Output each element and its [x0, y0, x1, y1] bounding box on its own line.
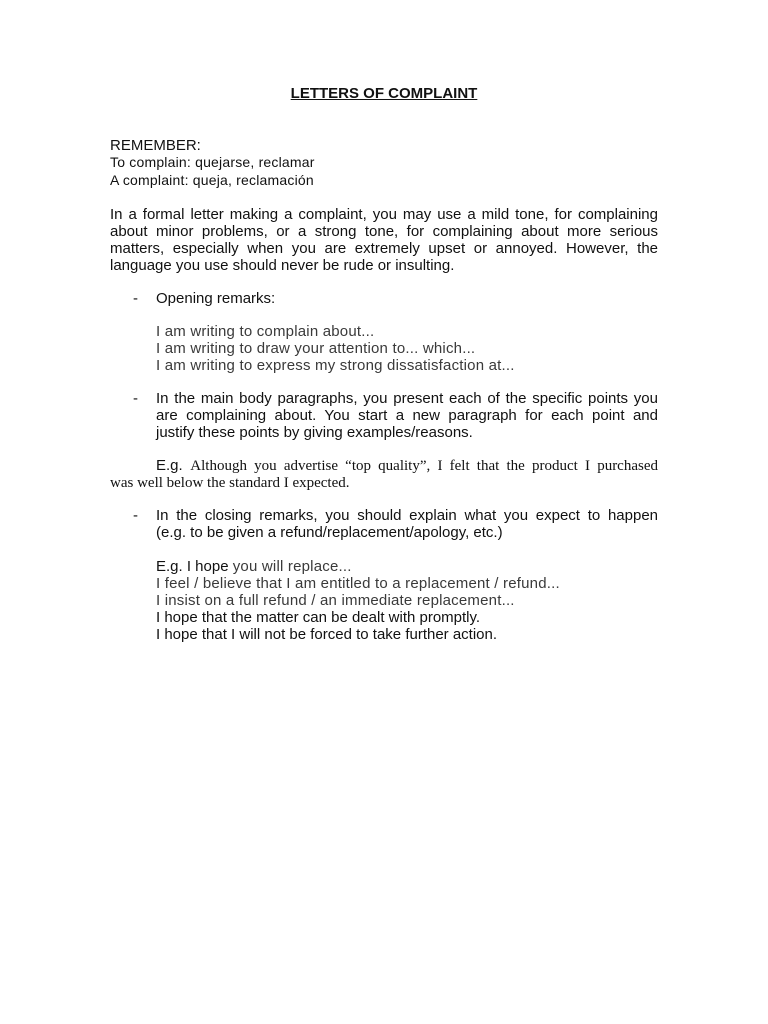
example-line: I am writing to draw your attention to... which...	[156, 339, 476, 357]
example-prefix: E.g.	[156, 456, 183, 474]
example-line: I am writing to complain about...	[156, 322, 375, 340]
paragraph-line: justify these points by giving examples/reasons.	[156, 423, 473, 441]
paragraph-line: In the closing remarks, you should explain what you expect to happen	[156, 506, 658, 524]
remember-definitions	[110, 153, 658, 189]
definition-line: A complaint: queja, reclamación	[110, 172, 314, 188]
example-line	[110, 558, 658, 575]
example-line: I insist on a full refund / an immediate replacement...	[156, 591, 515, 609]
remember-heading: REMEMBER:	[110, 136, 201, 154]
opening-examples	[110, 323, 658, 374]
bullet-row	[110, 290, 658, 307]
example-line: I am writing to express my strong dissatisfaction at...	[156, 356, 515, 374]
example-text: you will replace...	[232, 557, 352, 575]
example-line: I hope that I will not be forced to take further action.	[156, 625, 498, 643]
example-prefix: E.g. I hope	[156, 557, 229, 575]
paragraph-line: about minor problems, or a strong tone, for complaining about more serious	[110, 222, 658, 240]
paragraph-line: In the main body paragraphs, you present each of the specific points you	[156, 389, 658, 407]
closing-examples	[110, 558, 658, 643]
definition-line: To complain: quejarse, reclamar	[110, 154, 315, 170]
paragraph-line: In a formal letter making a complaint, you may use a mild tone, for complaining	[110, 205, 658, 223]
paragraph-line: (e.g. to be given a refund/replacement/apology, etc.)	[156, 523, 503, 541]
intro-paragraph	[110, 206, 658, 274]
example-line: I feel / believe that I am entitled to a replacement / refund...	[156, 574, 560, 592]
page-title: LETTERS OF COMPLAINT	[290, 85, 478, 102]
example-line: was well below the standard I expected.	[110, 474, 350, 491]
bullet-dash: -	[133, 506, 138, 524]
paragraph-line: language you use should never be rude or insulting.	[110, 256, 455, 274]
paragraph-line: are complaining about. You start a new paragraph for each point and	[156, 406, 658, 424]
paragraph-line: matters, especially when you are extremely upset or annoyed. However, the	[110, 239, 658, 257]
main-body-example	[110, 457, 658, 492]
bullet-dash: -	[133, 289, 138, 307]
bullet-row	[110, 390, 658, 441]
example-line: I hope that the matter can be dealt with promptly.	[156, 608, 481, 626]
opening-remarks-item	[110, 290, 658, 307]
bullet-dash: -	[133, 389, 138, 407]
bullet-row	[110, 507, 658, 541]
example-line	[110, 457, 658, 475]
opening-remarks-label: Opening remarks:	[156, 289, 276, 307]
closing-remarks-item	[110, 507, 658, 541]
main-body-item	[110, 390, 658, 441]
example-text: Although you advertise “top quality”, I felt that the product I purchased	[190, 457, 658, 474]
